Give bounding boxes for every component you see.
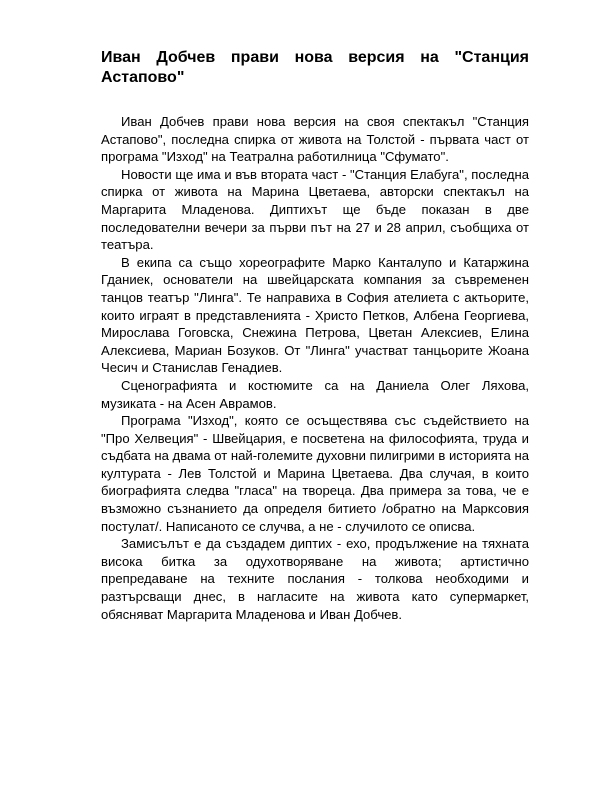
- paragraph: Новости ще има и във втората част - "Станция Елабуга", последна спирка от живота на Марина Цветаева, авторски спектакъл на Маргарита Младенова. Диптихът ще бъде показан в две последователни вечери за първи път на 27 и 28 април, съобщиха от театъра.: [101, 166, 529, 253]
- paragraph: Програма "Изход", която се осъществява със съдействието на "Про Хелвеция" - Швейцария, е посветена на философията, труда и съдбата на двама от най-големите духовни пилигрими в историята на културата - Лев Толстой и Марина Цветаева. Два случая, в които биографията следва "гласа" на твореца. Два примера за това, че е възможно съзнанието да определя битието /обратно на Марксовия постулат/. Написаното се случва, а не - случилото се описва.: [101, 413, 529, 534]
- article-body: [101, 113, 529, 623]
- paragraph: Замисълът е да създадем диптих - ехо, продължение на тяхната висока битка за одухотворяване на живота; артистично препредаване на техните послания - толкова необходими и разтърсващи днес, в нагласите на живота като супермаркет, обясняват Маргарита Младенова и Иван Добчев.: [101, 536, 529, 622]
- paragraph: Сценографията и костюмите са на Даниела Олег Ляхова, музиката - на Асен Аврамов.: [101, 377, 529, 411]
- paragraph: Иван Добчев прави нова версия на своя спектакъл "Станция Астапово", последна спирка от живота на Толстой - първата част от програма "Изход" на Театрална работилница "Сфумато".: [101, 114, 529, 165]
- paragraph: В екипа са също хореографите Марко Канталупо и Катаржина Гданиек, основатели на швейцарската компания за съвременен танцов театър "Линга". Те направиха в София ателиета с актьорите, които играят в представленията - Христо Петков, Албена Георгиева, Мирослава Гоговска, Снежина Петрова, Цветан Алексиев, Елина Алексиева, Мариан Бозуков. От "Линга" участват танцьорите Жоана Чесич и Станислав Генадиев.: [101, 254, 529, 376]
- article-title: Иван Добчев прави нова версия на "Станция Астапово": [101, 49, 529, 86]
